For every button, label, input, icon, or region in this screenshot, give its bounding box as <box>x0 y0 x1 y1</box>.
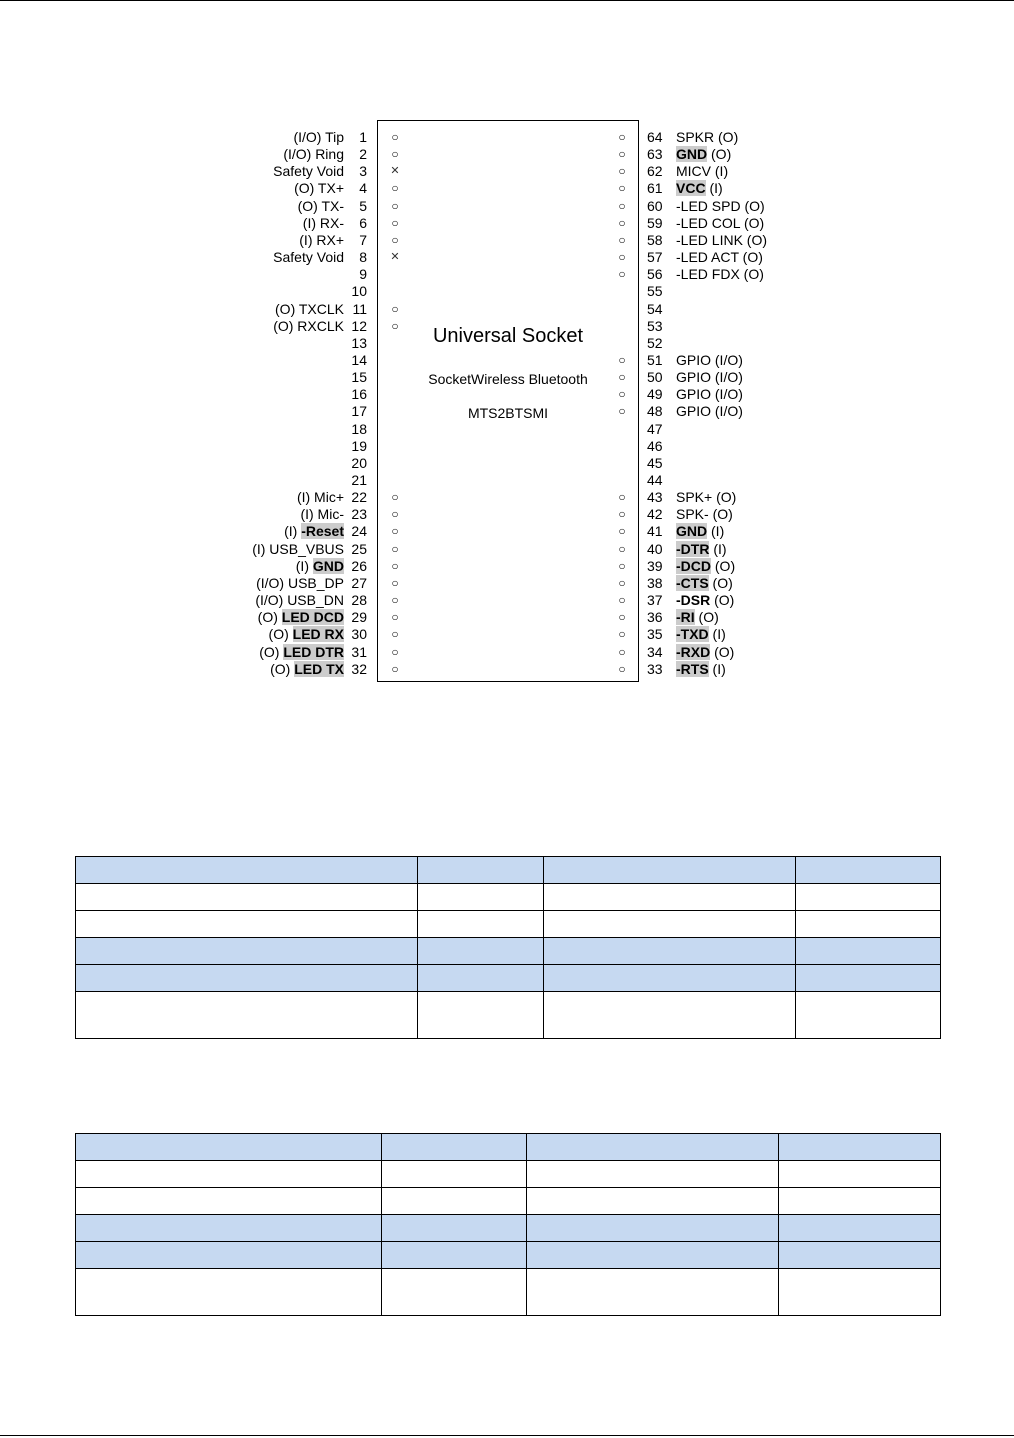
pin-number: 54 <box>647 300 663 317</box>
pin-label-text: (O) <box>268 626 293 643</box>
pin-label-text: (O) TXCLK <box>275 300 344 317</box>
pin-number: 38 <box>647 574 663 591</box>
pin-number: 61 <box>647 180 663 197</box>
pin-number: 14 <box>351 351 367 368</box>
pin-label-text: Safety Void <box>273 249 344 266</box>
pin-contact-circle-icon: ○ <box>618 507 626 522</box>
table-cell <box>418 965 544 992</box>
pin-label <box>676 489 736 505</box>
pin-label <box>676 215 764 231</box>
pin-contact-circle-icon: ○ <box>618 130 626 144</box>
pin-label-text: (O) <box>270 660 295 677</box>
pin-number: 45 <box>647 454 663 471</box>
table-header-row <box>76 857 941 884</box>
pin-contact-circle-icon: ○ <box>618 198 626 213</box>
pin-contact-circle-icon: ○ <box>618 524 626 539</box>
table-header-row <box>76 1134 941 1161</box>
pin-label <box>676 541 727 557</box>
pin-number: 21 <box>351 472 367 488</box>
table-cell <box>527 1188 779 1215</box>
pin-label-highlight: GND <box>312 557 344 574</box>
socket-model: MTS2BTSMI <box>467 405 549 421</box>
pin-contact-circle-icon: ○ <box>391 644 399 659</box>
pin-number: 63 <box>647 146 663 163</box>
pin-label-highlight: GND <box>676 523 708 540</box>
table-cell <box>796 992 941 1039</box>
pin-number: 2 <box>359 146 367 163</box>
table-cell <box>76 965 418 992</box>
pin-number: 30 <box>351 626 367 643</box>
table-cell <box>527 1215 779 1242</box>
table-cell <box>544 938 796 965</box>
pin-label-highlight: -DTR <box>676 540 710 557</box>
pin-label <box>294 180 344 196</box>
pin-contact-circle-icon: ○ <box>618 164 626 179</box>
pin-label-text: (I) <box>284 523 302 540</box>
spec-table-1 <box>75 856 941 1039</box>
pin-label-text: (O) TX- <box>297 197 344 214</box>
pin-label <box>676 575 733 591</box>
pin-label <box>676 232 767 248</box>
pin-label <box>676 626 726 642</box>
pin-number: 53 <box>647 317 663 334</box>
pin-contact-circle-icon: ○ <box>391 627 399 642</box>
pin-label-highlight: -RXD <box>676 643 711 660</box>
pin-number: 8 <box>359 249 367 266</box>
pin-number: 42 <box>647 506 663 523</box>
pin-number: 23 <box>351 506 367 523</box>
table-cell <box>418 911 544 938</box>
pin-contact-circle-icon: ○ <box>391 215 399 230</box>
pin-contact-circle-icon: ○ <box>618 370 626 385</box>
pin-number: 43 <box>647 489 663 506</box>
pin-label-highlight: VCC <box>676 180 706 197</box>
pin-label-text: (I) <box>705 180 723 197</box>
pin-label <box>676 609 719 625</box>
pin-contact-circle-icon: ○ <box>391 318 399 333</box>
table-cell <box>76 992 418 1039</box>
pin-label <box>299 232 344 248</box>
pin-contact-circle-icon: ○ <box>618 541 626 556</box>
table-cell <box>779 1134 941 1161</box>
pin-label <box>676 403 743 419</box>
pin-contact-circle-icon: ○ <box>391 541 399 556</box>
pin-number: 44 <box>647 472 663 488</box>
pin-label-text: (O) <box>707 146 732 163</box>
pin-label <box>676 644 734 660</box>
table-cell <box>418 992 544 1039</box>
pin-label-text: (O) <box>708 574 733 591</box>
table-header-row <box>76 938 941 965</box>
pin-label-text: (I) Mic+ <box>296 489 344 506</box>
pin-void-cross-icon: ✕ <box>390 165 400 178</box>
pin-label <box>273 163 344 179</box>
socket-subtitle: SocketWireless Bluetooth <box>428 371 588 387</box>
pin-label-text: (I) RX+ <box>299 231 344 248</box>
pin-label <box>676 266 764 282</box>
table-cell <box>796 884 941 911</box>
pin-number: 59 <box>647 214 663 231</box>
pin-number: 3 <box>359 163 367 180</box>
pin-label-text: (O) <box>694 609 719 626</box>
table-cell <box>382 1188 527 1215</box>
pin-label-text: (I) <box>707 523 725 540</box>
table-cell <box>76 1215 382 1242</box>
pin-label-text: (O) TX+ <box>294 180 344 197</box>
pin-label-text: GPIO (I/O) <box>676 403 743 420</box>
pin-label <box>273 249 344 265</box>
pin-label-text: Safety Void <box>273 163 344 180</box>
pin-label-highlight: -CTS <box>676 574 709 591</box>
pin-label <box>255 592 344 608</box>
pin-label-text: (I/O) Ring <box>283 146 344 163</box>
table-cell <box>76 938 418 965</box>
page-bottom-rule <box>0 1435 1014 1436</box>
table-row <box>76 1269 941 1316</box>
table-cell <box>527 1134 779 1161</box>
pin-contact-circle-icon: ○ <box>391 593 399 608</box>
pin-number: 17 <box>351 403 367 420</box>
pin-label-highlight: -Reset <box>301 523 344 540</box>
pin-contact-circle-icon: ○ <box>391 232 399 247</box>
pin-contact-circle-icon: ○ <box>618 661 626 676</box>
pin-number: 5 <box>359 197 367 214</box>
pin-label <box>252 541 344 557</box>
table-cell <box>544 965 796 992</box>
pin-contact-circle-icon: ○ <box>391 610 399 625</box>
table-cell <box>796 938 941 965</box>
pin-contact-circle-icon: ○ <box>391 198 399 213</box>
pin-number: 46 <box>647 437 663 454</box>
pin-label <box>297 489 344 505</box>
pin-label <box>676 352 743 368</box>
pin-label <box>676 249 763 265</box>
table-cell <box>382 1242 527 1269</box>
table-cell <box>779 1242 941 1269</box>
table-cell <box>527 1269 779 1316</box>
table-cell <box>779 1269 941 1316</box>
table-cell <box>76 1188 382 1215</box>
pin-number: 35 <box>647 626 663 643</box>
table-cell <box>418 857 544 884</box>
pin-label-text: (O) <box>711 557 736 574</box>
pin-contact-circle-icon: ○ <box>391 181 399 196</box>
pin-number: 39 <box>647 557 663 574</box>
pin-label <box>676 369 743 385</box>
pin-label <box>676 661 726 677</box>
pin-label-text: SPK+ (O) <box>676 489 737 506</box>
pin-contact-circle-icon: ○ <box>618 404 626 419</box>
pin-void-cross-icon: ✕ <box>390 251 400 264</box>
pin-number: 57 <box>647 249 663 266</box>
pin-label-text: (O) <box>259 643 284 660</box>
pin-label-text: (O) <box>710 643 735 660</box>
table-cell <box>76 911 418 938</box>
table-cell <box>796 911 941 938</box>
pin-label-highlight: LED DCD <box>281 609 344 626</box>
table-cell <box>76 1269 382 1316</box>
table-cell <box>779 1215 941 1242</box>
pin-label-text: (O) RXCLK <box>273 317 344 334</box>
pin-number: 10 <box>351 283 367 300</box>
pin-number: 56 <box>647 266 663 283</box>
pin-label <box>296 558 344 574</box>
page-top-rule <box>0 0 1014 1</box>
pin-label-text: -LED SPD (O) <box>676 197 765 214</box>
table-cell <box>418 884 544 911</box>
table-cell <box>544 884 796 911</box>
pin-contact-circle-icon: ○ <box>618 610 626 625</box>
table-cell <box>527 1242 779 1269</box>
pin-label-highlight: LED TX <box>294 660 344 677</box>
pin-number: 19 <box>351 437 367 454</box>
pin-contact-circle-icon: ○ <box>618 232 626 247</box>
pin-label-text: -LED COL (O) <box>676 214 765 231</box>
pin-label-text: (I/O) USB_DP <box>256 574 344 591</box>
pin-contact-circle-icon: ○ <box>391 524 399 539</box>
pin-label <box>259 644 344 660</box>
pin-number: 26 <box>351 557 367 574</box>
pin-number: 4 <box>359 180 367 197</box>
pin-label-text: (I) Mic- <box>300 506 344 523</box>
table-cell <box>544 857 796 884</box>
table-cell <box>418 938 544 965</box>
pin-number: 25 <box>351 540 367 557</box>
pin-contact-circle-icon: ○ <box>618 593 626 608</box>
pin-contact-circle-icon: ○ <box>391 507 399 522</box>
table-cell <box>76 884 418 911</box>
pinout-diagram <box>232 118 780 686</box>
pin-label-text: GPIO (I/O) <box>676 369 743 386</box>
table-row <box>76 1161 941 1188</box>
pin-number: 34 <box>647 643 663 660</box>
pin-label <box>676 523 724 539</box>
pin-number: 9 <box>359 266 367 283</box>
pin-contact-circle-icon: ○ <box>618 215 626 230</box>
pin-label-highlight: -TXD <box>676 626 709 643</box>
pin-number: 29 <box>351 609 367 626</box>
pin-contact-circle-icon: ○ <box>618 490 626 505</box>
pin-number: 6 <box>359 214 367 231</box>
pin-label <box>303 215 344 231</box>
pin-label-text: (I/O) USB_DN <box>255 592 344 609</box>
pin-label-text: (I) USB_VBUS <box>252 540 344 557</box>
pin-label-text: (O) <box>710 592 735 609</box>
pin-label <box>300 506 344 522</box>
pin-label <box>676 163 728 179</box>
pin-label-highlight: LED RX <box>292 626 344 643</box>
pin-contact-circle-icon: ○ <box>618 352 626 367</box>
pin-number: 52 <box>647 334 663 351</box>
table-header-row <box>76 1242 941 1269</box>
pin-contact-circle-icon: ○ <box>618 267 626 282</box>
pin-number: 50 <box>647 369 663 386</box>
pin-number: 33 <box>647 660 663 677</box>
table-cell <box>779 1161 941 1188</box>
pin-number: 55 <box>647 283 663 300</box>
spec-table-2 <box>75 1133 941 1316</box>
pin-contact-circle-icon: ○ <box>618 627 626 642</box>
pin-contact-circle-icon: ○ <box>391 558 399 573</box>
pin-label-highlight: GND <box>676 146 708 163</box>
pin-number: 7 <box>359 231 367 248</box>
pin-number: 60 <box>647 197 663 214</box>
pin-number: 48 <box>647 403 663 420</box>
pin-label <box>676 198 765 214</box>
pin-label-text: (O) <box>257 609 282 626</box>
pin-label <box>270 661 344 677</box>
pin-number: 1 <box>359 129 367 145</box>
pin-label <box>284 523 344 539</box>
pin-label <box>676 558 735 574</box>
pin-label <box>269 626 344 642</box>
pin-number: 41 <box>647 523 663 540</box>
pin-contact-circle-icon: ○ <box>391 661 399 676</box>
pin-contact-circle-icon: ○ <box>391 147 399 162</box>
pin-label-highlight: -DCD <box>676 557 711 574</box>
pin-label <box>273 318 344 334</box>
pin-label <box>676 146 731 162</box>
pin-label-text: MICV (I) <box>676 163 729 180</box>
table-header-row <box>76 1215 941 1242</box>
pin-contact-circle-icon: ○ <box>618 575 626 590</box>
pin-contact-circle-icon: ○ <box>391 301 399 316</box>
table-cell <box>527 1161 779 1188</box>
pin-contact-circle-icon: ○ <box>618 644 626 659</box>
pin-number: 32 <box>351 660 367 677</box>
table-row <box>76 884 941 911</box>
table-cell <box>76 1134 382 1161</box>
pin-number: 16 <box>351 386 367 403</box>
table-row <box>76 911 941 938</box>
table-cell <box>382 1161 527 1188</box>
pin-label-text: -LED LINK (O) <box>676 231 768 248</box>
pin-label-highlight: -RTS <box>676 660 709 677</box>
pin-contact-circle-icon: ○ <box>618 147 626 162</box>
pin-label-text: (I) <box>709 540 727 557</box>
pin-label <box>676 386 743 402</box>
table-cell <box>796 965 941 992</box>
pin-number: 12 <box>351 317 367 334</box>
pin-label <box>676 592 734 608</box>
table-header-row <box>76 965 941 992</box>
pin-contact-circle-icon: ○ <box>618 387 626 402</box>
pin-number: 37 <box>647 592 663 609</box>
table-row <box>76 992 941 1039</box>
pin-contact-circle-icon: ○ <box>391 575 399 590</box>
pin-number: 58 <box>647 231 663 248</box>
table-cell <box>544 992 796 1039</box>
pin-number: 18 <box>351 420 367 437</box>
pin-contact-circle-icon: ○ <box>391 490 399 505</box>
table-cell <box>796 857 941 884</box>
pin-number: 47 <box>647 420 663 437</box>
pin-label-highlight: LED DTR <box>283 643 344 660</box>
table-cell <box>76 1161 382 1188</box>
pin-contact-circle-icon: ○ <box>391 130 399 144</box>
table-cell <box>76 1242 382 1269</box>
pin-label-highlight: -RI <box>676 609 695 626</box>
socket-outline <box>377 120 639 682</box>
pin-number: 64 <box>647 129 663 145</box>
pin-label-text: -LED ACT (O) <box>676 249 763 266</box>
pin-number: 62 <box>647 163 663 180</box>
pin-number: 27 <box>351 574 367 591</box>
pin-label <box>293 129 344 145</box>
pin-label-text: (I) <box>708 626 726 643</box>
table-cell <box>779 1188 941 1215</box>
table-row <box>76 1188 941 1215</box>
pin-label-text: (I) <box>295 557 313 574</box>
pin-label-text: GPIO (I/O) <box>676 351 743 368</box>
pin-number: 13 <box>351 334 367 351</box>
pin-contact-circle-icon: ○ <box>618 181 626 196</box>
pin-contact-circle-icon: ○ <box>618 250 626 265</box>
pin-number: 28 <box>351 592 367 609</box>
pin-number: 20 <box>351 454 367 471</box>
table-cell <box>382 1269 527 1316</box>
pin-label <box>256 575 344 591</box>
pin-number: 31 <box>351 643 367 660</box>
pin-contact-circle-icon: ○ <box>618 558 626 573</box>
socket-title: Universal Socket <box>432 325 584 347</box>
pin-label-text: GPIO (I/O) <box>676 386 743 403</box>
pin-number: 15 <box>351 369 367 386</box>
pin-number: 22 <box>351 489 367 506</box>
pin-label-text: SPK- (O) <box>676 506 733 523</box>
pin-label <box>676 129 738 145</box>
pin-number: 24 <box>351 523 367 540</box>
pin-number: 11 <box>352 300 367 317</box>
table-cell <box>382 1215 527 1242</box>
pin-label-text: -LED FDX (O) <box>676 266 764 283</box>
pin-label <box>275 301 344 317</box>
pin-number: 40 <box>647 540 663 557</box>
pin-label <box>258 609 344 625</box>
pin-label <box>676 506 733 522</box>
pin-label <box>298 198 344 214</box>
pin-number: 36 <box>647 609 663 626</box>
pin-number: 51 <box>647 351 663 368</box>
pin-number: 49 <box>647 386 663 403</box>
pin-label-text: SPKR (O) <box>676 129 739 145</box>
pin-label-text: (I) <box>708 660 726 677</box>
pin-label-text: (I) RX- <box>302 214 344 231</box>
pin-label <box>676 180 723 196</box>
pin-label <box>283 146 344 162</box>
pin-label-text: -DSR <box>676 592 711 609</box>
pin-label-text: (I/O) Tip <box>293 129 344 145</box>
table-cell <box>544 911 796 938</box>
table-cell <box>382 1134 527 1161</box>
table-cell <box>76 857 418 884</box>
